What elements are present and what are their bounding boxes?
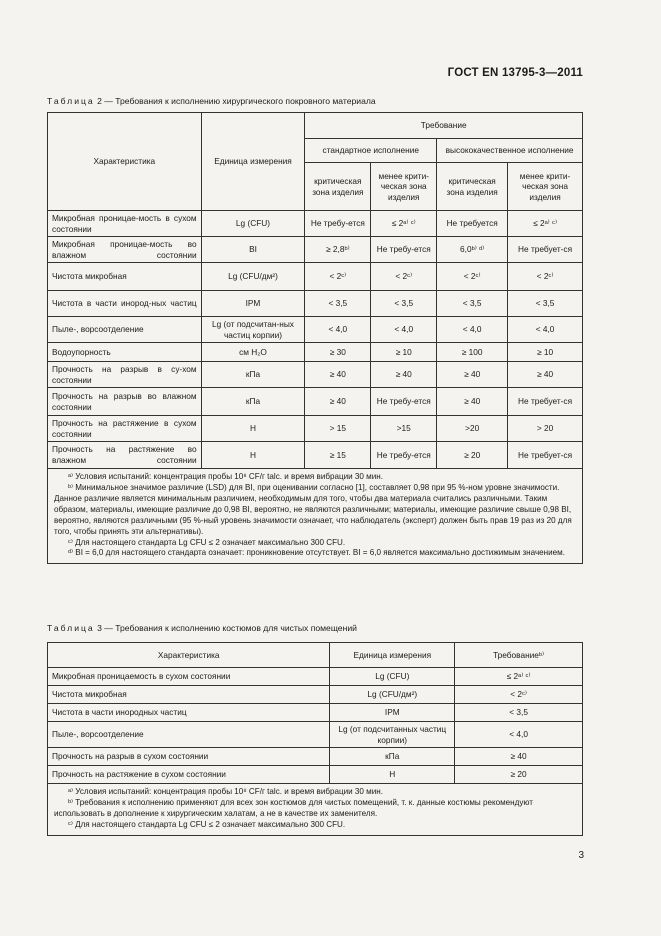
t3-footnote-a: ᵃ⁾ Условия испытаний: концентрация пробы 10⁸ CF/г talc. и время вибрации 30 мин.: [68, 787, 383, 796]
t2-cell-value: ≥ 30: [305, 343, 371, 362]
t2-cell-name: Прочность на разрыв в су-хом состоянии: [48, 362, 202, 388]
table-row: [48, 237, 583, 263]
t2-cell-value: ≤ 2ᵃ⁾ ᶜ⁾: [371, 211, 437, 237]
t2-cell-value: ≥ 10: [508, 343, 583, 362]
t3-cell-name: Чистота микробная: [48, 686, 330, 704]
t2-cell-name: Микробная проницае-мость во влажном состоянии: [48, 237, 202, 263]
t2-cell-value: < 3,5: [305, 291, 371, 317]
table-row: [48, 263, 583, 291]
t2-footnote-d: ᵈ⁾ BI = 6,0 для настоящего стандарта означает: проникновение отсутствует. BI = 6,0 является максимально достижимым значением.: [68, 548, 565, 558]
t2-cell-value: ≥ 40: [437, 362, 508, 388]
table3-footnotes: [48, 784, 583, 836]
t2-cell-value: ≥ 2,8ᵇ⁾: [305, 237, 371, 263]
t2-cell-value: < 3,5: [371, 291, 437, 317]
t2-cell-value: >20: [437, 416, 508, 442]
table2: [47, 112, 583, 564]
table-row: [48, 722, 583, 748]
t2-cell-value: < 3,5: [437, 291, 508, 317]
table-row: [48, 668, 583, 686]
t2-cell-value: > 20: [508, 416, 583, 442]
t3-cell-value: ≤ 2ᵃ⁾ ᶜ⁾: [455, 668, 583, 686]
t3-cell-name: Прочность на разрыв в сухом состоянии: [48, 748, 330, 766]
t2-cell-name: Водоупорность: [48, 343, 202, 362]
t2-cell-unit: кПа: [201, 362, 305, 388]
table-row: [48, 748, 583, 766]
t2-footnote-b: ᵇ⁾ Минимальное значимое различие (LSD) для BI, при оценивании согласно [1], составляет 0,98 при 95 %-ном уровне значимости. Данное различие является минимальным различием, необходимым для того, чтобы два материала считались различными. Таким образом, материалы, имеющие различие до 0,98 BI, вероятно, не являются различными; материалы, имеющие различие свыше 0,98 BI, вероятно, являются различными (95 %-ный уровень значимости означает, что наблюдатель (эксперт) должен быть прав 19 раз из 20 для того, чтобы принять эти альтернативы).: [54, 482, 572, 536]
t2-cell-value: ≥ 40: [371, 362, 437, 388]
t3-cell-unit: IPM: [330, 704, 455, 722]
t2-cell-name: Чистота в части инород-ных частиц: [48, 291, 202, 317]
t3-footnote-b: ᵇ⁾ Требования к исполнению применяют для всех зон костюмов для чистых помещений, т. к. данные костюмы рекомендуют использовать в дополнение к хирургическим халатам, а не в качестве их заменителя.: [54, 797, 533, 818]
t2-cell-value: > 15: [305, 416, 371, 442]
t2-cell-value: ≥ 40: [437, 388, 508, 416]
t2-cell-value: < 3,5: [508, 291, 583, 317]
t3-cell-unit: Н: [330, 766, 455, 784]
t2-header-critical: критическая зона изделия: [305, 163, 371, 211]
table3-caption: [47, 623, 357, 633]
t2-cell-value: < 2ᶜ⁾: [371, 263, 437, 291]
t2-cell-unit: Н: [201, 416, 305, 442]
table2-caption: [47, 96, 376, 106]
page-number: 3: [578, 850, 584, 861]
t3-cell-value: < 3,5: [455, 704, 583, 722]
t2-header-critical: критическая зона изделия: [437, 163, 508, 211]
t2-cell-value: Не требует-ся: [508, 442, 583, 469]
table3-caption-text: 3 — Требования к исполнению костюмов для чистых помещений: [97, 623, 357, 633]
t2-cell-unit: Lg (CFU/дм²): [201, 263, 305, 291]
document-header: ГОСТ EN 13795-3—2011: [447, 67, 583, 79]
t2-cell-unit: Н: [201, 442, 305, 469]
t2-cell-value: ≥ 15: [305, 442, 371, 469]
t2-cell-value: ≤ 2ᵃ⁾ ᶜ⁾: [508, 211, 583, 237]
t2-cell-value: < 4,0: [305, 317, 371, 343]
t3-header-characteristic: Характеристика: [48, 643, 330, 668]
t3-cell-name: Прочность на растяжение в сухом состоянии: [48, 766, 330, 784]
table-row: [48, 362, 583, 388]
table-row: [48, 211, 583, 237]
t2-cell-value: Не требует-ся: [508, 237, 583, 263]
table-row: [48, 291, 583, 317]
t2-cell-name: Микробная проницае-мость в сухом состоянии: [48, 211, 202, 237]
t2-cell-value: < 2ᶜ⁾: [305, 263, 371, 291]
t2-cell-value: < 4,0: [437, 317, 508, 343]
t2-cell-value: Не требуется: [437, 211, 508, 237]
t2-header-requirement: Требование: [305, 113, 583, 139]
t2-cell-unit: Lg (CFU): [201, 211, 305, 237]
table-row: [48, 766, 583, 784]
t3-cell-value: ≥ 20: [455, 766, 583, 784]
t2-header-high: высококачественное исполнение: [437, 139, 583, 163]
t2-cell-value: < 2ᶜ⁾: [508, 263, 583, 291]
t2-cell-name: Прочность на разрыв во влажном состоянии: [48, 388, 202, 416]
t2-cell-value: 6,0ᵇ⁾ ᵈ⁾: [437, 237, 508, 263]
t3-cell-value: ≥ 40: [455, 748, 583, 766]
t3-footnote-c: ᶜ⁾ Для настоящего стандарта Lg CFU ≤ 2 означает максимально 300 CFU.: [68, 819, 346, 829]
t2-footnote-c: ᶜ⁾ Для настоящего стандарта Lg CFU ≤ 2 означает максимально 300 CFU.: [68, 537, 346, 547]
t2-header-unit: Единица измерения: [201, 113, 305, 211]
table2-caption-word: Таблица: [47, 96, 95, 106]
t2-cell-value: < 4,0: [508, 317, 583, 343]
table2-caption-text: 2 — Требования к исполнению хирургического покровного материала: [97, 96, 376, 106]
t2-header-standard: стандартное исполнение: [305, 139, 437, 163]
t2-cell-value: ≥ 20: [437, 442, 508, 469]
t2-cell-value: ≥ 100: [437, 343, 508, 362]
t2-cell-unit: IPM: [201, 291, 305, 317]
t2-cell-value: ≥ 40: [508, 362, 583, 388]
t3-cell-name: Пыле-, ворсоотделение: [48, 722, 330, 748]
table-row: [48, 704, 583, 722]
t3-cell-name: Микробная проницаемость в сухом состоянии: [48, 668, 330, 686]
t3-cell-value: < 4,0: [455, 722, 583, 748]
t2-cell-name: Пыле-, ворсоотделение: [48, 317, 202, 343]
t2-cell-unit: Lg (от подсчитан-ных частиц корпии): [201, 317, 305, 343]
t2-cell-value: Не требу-ется: [305, 211, 371, 237]
t3-cell-unit: Lg (CFU): [330, 668, 455, 686]
t2-cell-value: Не требу-ется: [371, 237, 437, 263]
t2-cell-name: Прочность на растяжение во влажном состоянии: [48, 442, 202, 469]
table3-caption-word: Таблица: [47, 623, 95, 633]
table-row: [48, 416, 583, 442]
t2-cell-name: Прочность на растяжение в сухом состоянии: [48, 416, 202, 442]
t2-cell-value: < 2ᶜ⁾: [437, 263, 508, 291]
t2-cell-unit: BI: [201, 237, 305, 263]
table-row: [48, 686, 583, 704]
t3-cell-value: < 2ᶜ⁾: [455, 686, 583, 704]
table-row: [48, 388, 583, 416]
t2-cell-unit: см H₂O: [201, 343, 305, 362]
table-row: [48, 442, 583, 469]
t3-cell-unit: Lg (от подсчитанных частиц корпии): [330, 722, 455, 748]
t2-cell-value: Не требует-ся: [508, 388, 583, 416]
t2-cell-value: Не требу-ется: [371, 442, 437, 469]
t2-cell-value: Не требу-ется: [371, 388, 437, 416]
t3-header-unit: Единица измерения: [330, 643, 455, 668]
t2-cell-value: < 4,0: [371, 317, 437, 343]
table-row: [48, 317, 583, 343]
t2-header-less-critical: менее крити-ческая зона изделия: [508, 163, 583, 211]
table-row: [48, 343, 583, 362]
t2-cell-value: >15: [371, 416, 437, 442]
t2-cell-value: ≥ 40: [305, 388, 371, 416]
t2-cell-value: ≥ 40: [305, 362, 371, 388]
t2-cell-value: ≥ 10: [371, 343, 437, 362]
t3-cell-unit: кПа: [330, 748, 455, 766]
t2-header-characteristic: Характеристика: [48, 113, 202, 211]
t2-cell-unit: кПа: [201, 388, 305, 416]
t2-header-less-critical: менее крити-ческая зона изделия: [371, 163, 437, 211]
t3-cell-name: Чистота в части инородных частиц: [48, 704, 330, 722]
t2-footnote-a: ᵃ⁾ Условия испытаний: концентрация пробы 10⁸ CF/г talc. и время вибрации 30 мин.: [68, 472, 383, 481]
t3-header-requirement: Требованиеᵇ⁾: [455, 643, 583, 668]
table3: [47, 642, 583, 836]
table2-footnotes: [48, 469, 583, 564]
t2-cell-name: Чистота микробная: [48, 263, 202, 291]
t3-cell-unit: Lg (CFU/дм²): [330, 686, 455, 704]
